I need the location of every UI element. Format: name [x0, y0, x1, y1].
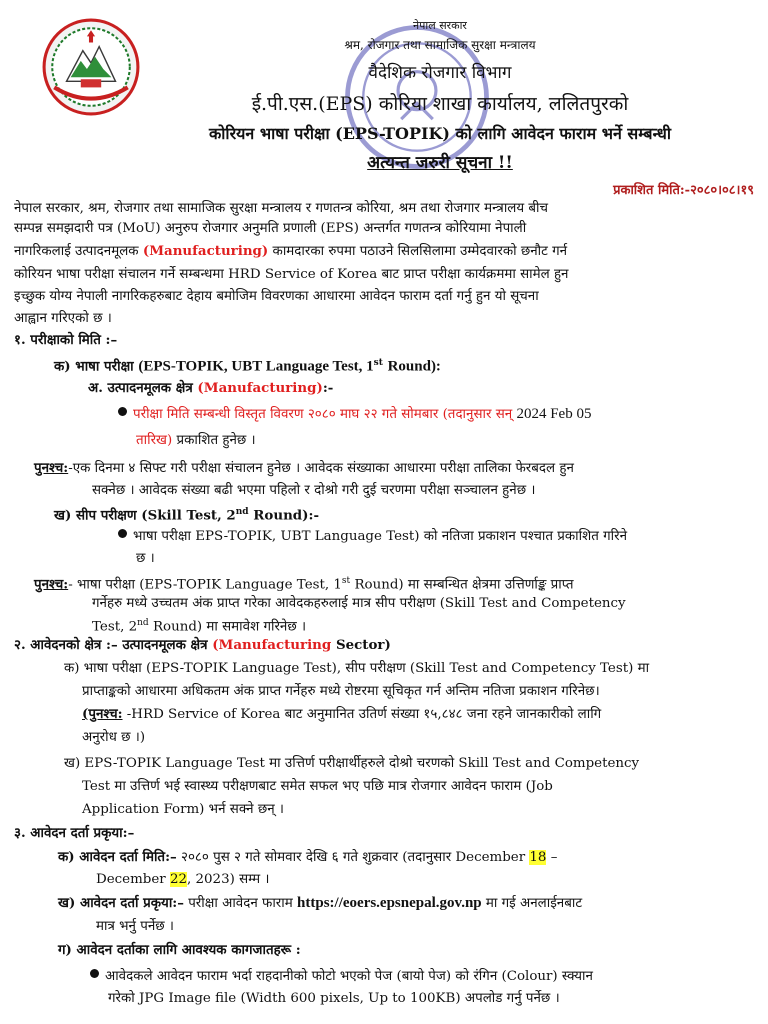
language-test-sup: st — [373, 358, 383, 368]
intro-line-5: इच्छुक योग्य नेपाली नागरिकहरुबाट देहाय बमोजिम विवरणका आधारमा आवेदन फाराम दर्ता गर्नु हुन यो सूचना — [14, 289, 539, 304]
published-date: प्रकाशित मिति:-२०८०।०८।१९ — [613, 183, 754, 198]
intro-line-3 — [14, 243, 567, 260]
application-date-end: 22 — [169, 872, 187, 887]
section-2-a-line-1: क) भाषा परीक्षा (EPS-TOPIK Language Test), सीप परीक्षण (Skill Test and Competency Test) मा — [64, 661, 650, 676]
exam-date-text: परीक्षा मिति सम्बन्धी विस्तृत विवरण २०८० माघ २२ गते सोमबार (तदानुसार सन् — [133, 407, 513, 422]
notice-title: कोरियन भाषा परीक्षा (EPS-TOPIK) को लागि आवेदन फाराम भर्ने सम्बन्धी — [209, 124, 671, 143]
application-date-month: December — [96, 872, 166, 887]
section-2-end: Sector) — [335, 637, 391, 653]
bullet-icon — [118, 529, 127, 538]
note-2-text-a: - भाषा परीक्षा (EPS-TOPIK Language Test, 1 — [68, 577, 342, 593]
application-date-start: 18 — [529, 850, 547, 865]
sector-manufacturing: (Manufacturing) — [197, 380, 323, 396]
application-date-line-2 — [96, 871, 269, 888]
skill-test-bullet — [118, 528, 627, 545]
application-date-dash: – — [550, 850, 558, 865]
section-1-heading: १. परीक्षाको मिति :– — [14, 332, 118, 348]
application-date-line-1 — [58, 849, 557, 866]
application-process-label: ख) आवेदन दर्ता प्रकृया:– — [58, 895, 184, 911]
language-test-label: क) भाषा परीक्षा — [54, 358, 134, 375]
header-country: नेपाल सरकार — [413, 19, 467, 32]
skill-test-bullet-text: भाषा परीक्षा EPS-TOPIK, UBT Language Test) को नतिजा प्रकाशन पश्चात प्रकाशित गरिने — [133, 529, 628, 544]
header-department: वैदेशिक रोजगार विभाग — [368, 63, 512, 83]
notice-urgent: अत्यन्त जरुरी सूचना !! — [367, 153, 513, 173]
note-2-sup: st — [341, 576, 351, 586]
application-process-text-2: मा गई अनलाईनबाट — [485, 896, 583, 911]
skill-test-heading — [54, 504, 319, 524]
section-2-b-line-2: Test मा उत्तिर्ण भई स्वास्थ्य परीक्षणबाट समेत सफल भए पछि मात्र रोजगार आवेदन फाराम (Job — [82, 779, 553, 794]
note-2-line-1 — [34, 573, 573, 593]
section-2-label: २. आवेदनको क्षेत्र :– उत्पादनमूलक क्षेत्र — [14, 637, 208, 653]
note-1-line-1 — [34, 460, 574, 477]
section-2-note-text: -HRD Service of Korea बाट अनुमानित उतिर्ण संख्या १५,८४८ जना रहने जानकारीको लागि — [126, 707, 602, 722]
intro-line-2: सम्पन्न समझदारी पत्र (MoU) अनुरुप रोजगार अनुमति प्रणाली (EPS) अन्तर्गत गणतन्त्र कोरियामा नेपाली — [14, 221, 527, 236]
bullet-icon — [118, 407, 127, 416]
skill-test-round: Round):- — [253, 507, 320, 524]
application-process-line-1 — [58, 895, 582, 912]
manufacturing-label: (Manufacturing) — [142, 243, 269, 259]
required-documents-heading: ग) आवेदन दर्ताका लागि आवश्यक कागजातहरू : — [58, 942, 301, 958]
intro-line-1: नेपाल सरकार, श्रम, रोजगार तथा सामाजिक सुरक्षा मन्त्रालय र गणतन्त्र कोरिया, श्रम तथा रोजगार मन्त्रालय बीच — [14, 201, 549, 216]
documents-bullet-text: आवेदकले आवेदन फाराम भर्दा राहदानीको फोटो भएको पेज (बायो पेज) को रंगिन (Colour) स्क्यान — [105, 969, 593, 984]
header-ministry: श्रम, रोजगार तथा सामाजिक सुरक्षा मन्त्रालय — [344, 38, 536, 52]
section-2-note-label: (पुनश्च: — [82, 706, 123, 722]
application-process-line-2: मात्र भर्नु पर्नेछ । — [96, 919, 174, 934]
skill-test-label: ख) सीप परीक्षण (Skill Test, 2 — [54, 507, 236, 524]
note-2-line-2: गर्नेहरु मध्ये उच्चतम अंक प्राप्त गरेका आवेदकहरुलाई मात्र सीप परीक्षण (Skill Test and Competency — [92, 596, 626, 611]
language-test-round: Round): — [387, 358, 441, 375]
sector-end: :- — [322, 380, 334, 396]
section-3-heading: ३. आवेदन दर्ता प्रकृया:– — [14, 825, 135, 841]
note-2-sup-2: nd — [137, 618, 149, 628]
skill-test-bullet-cont: छ । — [136, 551, 155, 566]
documents-bullet-cont: गरेको JPG Image file (Width 600 pixels, Up to 100KB) अपलोड गर्नु पर्नेछ । — [108, 991, 560, 1006]
section-2-a-line-4: अनुरोध छ ।) — [82, 730, 146, 745]
intro-line-3b: कामदारका रुपमा पठाउने सिलसिलामा उम्मेदवारको छनौट गर्न — [272, 244, 568, 259]
intro-line-6: आह्वान गरिएको छ । — [14, 311, 112, 326]
application-process-text: परीक्षा आवेदन फाराम — [188, 896, 293, 911]
sector-label: अ. उत्पादनमूलक क्षेत्र — [88, 380, 193, 396]
exam-date-tarikh: तारिख) — [136, 433, 173, 448]
language-test-heading — [54, 355, 441, 375]
language-test-name: (EPS-TOPIK, UBT Language Test, 1 — [138, 358, 374, 375]
application-url-link[interactable]: https://eoers.epsnepal.gov.np — [297, 895, 482, 911]
note-2-label: पुनश्च: — [34, 576, 69, 593]
intro-line-4: कोरियन भाषा परीक्षा संचालन गर्ने सम्बन्धमा HRD Service of Korea बाट प्राप्त परीक्षा कार्यक्रममा सामेल हुन — [14, 267, 569, 282]
nepal-emblem-icon — [40, 16, 142, 118]
header-office: ई.पी.एस.(EPS) कोरिया शाखा कार्यालय, ललितपुरको — [251, 93, 629, 115]
application-date-label: क) आवेदन दर्ता मिति:– — [58, 849, 177, 865]
bullet-icon — [90, 969, 99, 978]
sector-heading — [88, 380, 333, 397]
application-date-year: , 2023) सम्म । — [187, 872, 270, 887]
exam-date-bullet-cont — [136, 432, 256, 449]
note-1-label: पुनश्च: — [34, 460, 69, 476]
section-2-a-line-2: प्राप्ताङ्कको आधारमा अधिकतम अंक प्राप्त गर्नेहरु मध्ये रोष्टरमा सूचिकृत गर्न अन्तिम नतिजा प्रकाशन गरिनेछ। — [82, 684, 600, 699]
intro-line-3a: नागरिकलाई उत्पादनमूलक — [14, 244, 139, 259]
section-2-manufacturing: (Manufacturing — [212, 637, 332, 653]
note-1-text: -एक दिनमा ४ सिफ्ट गरी परीक्षा संचालन हुनेछ । आवेदक संख्याका आधारमा परीक्षा तालिका फेरबदल हुन — [68, 461, 574, 476]
documents-bullet — [90, 968, 593, 985]
note-1-line-2: सक्नेछ । आवेदक संख्या बढी भएमा पहिलो र दोश्रो गरी दुई चरणमा परीक्षा सञ्चालन हुनेछ । — [92, 483, 536, 498]
note-2-text-d: Test, 2 — [92, 619, 138, 635]
exam-date-en: 2024 Feb 05 — [516, 406, 592, 422]
application-date-text: २०८० पुस २ गते सोमवार देखि ६ गते शुक्रवार (तदानुसार December — [180, 850, 526, 865]
section-2-b-line-1: ख) EPS-TOPIK Language Test मा उत्तिर्ण परीक्षार्थीहरुले दोश्रो चरणको Skill Test and Competency — [64, 756, 640, 771]
note-2-text-e: Round) मा समावेश गरिनेछ । — [152, 619, 307, 635]
note-2-text-b: Round) मा सम्बन्धित क्षेत्रमा उत्तिर्णाङ्क प्राप्त — [354, 577, 574, 593]
section-2-a-line-3 — [82, 706, 601, 723]
exam-date-bullet — [118, 406, 591, 423]
exam-date-published: प्रकाशित हुनेछ । — [176, 433, 256, 448]
skill-test-sup: nd — [235, 507, 249, 517]
note-2-line-3 — [92, 615, 306, 635]
section-2-b-line-3: Application Form) भर्न सक्ने छन् । — [82, 802, 284, 817]
section-2-heading — [14, 637, 391, 654]
